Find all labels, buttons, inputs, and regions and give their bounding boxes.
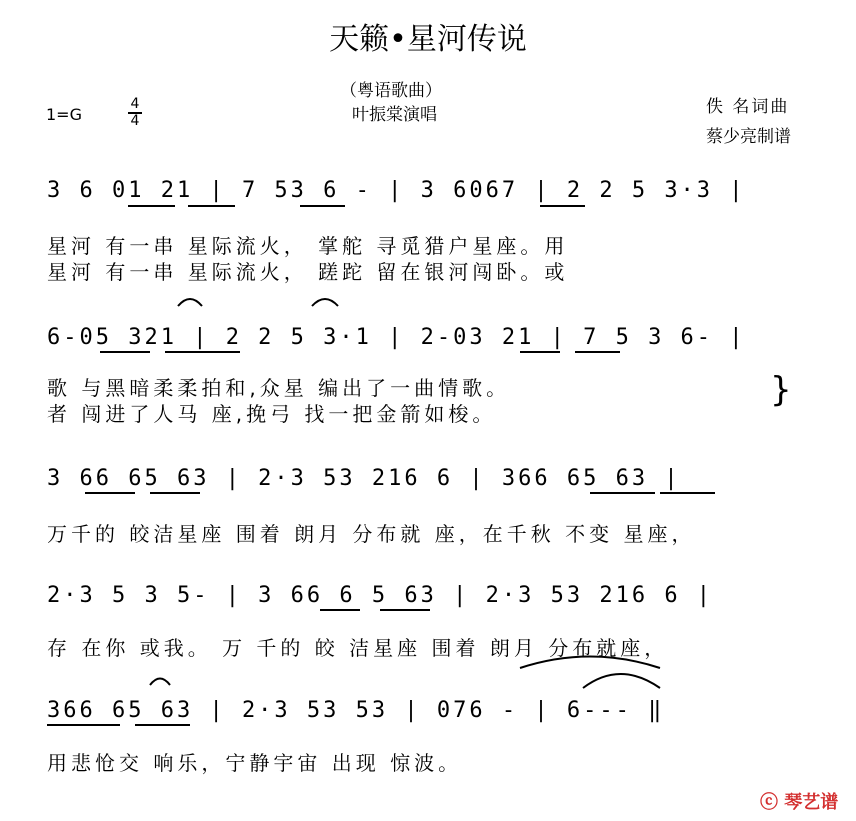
slur-mark — [150, 679, 170, 686]
notation-line-2: 6-05 321 | 2 2 5 3·1 | 2-03 21 | 7 5 3 6- | — [47, 325, 746, 350]
lyricist-credit: 佚 名词曲 — [706, 97, 790, 117]
lyric-line-1a: 星河 有一串 星际流火， 掌舵 寻觅猎户星座。用 — [47, 234, 569, 258]
singer-credit: 叶振棠演唱 — [352, 105, 437, 125]
notation-line-4: 2·3 5 3 5- | 3 66 6 5 63 | 2·3 53 216 6 | — [47, 583, 714, 608]
lyric-line-5: 用悲怆交 响乐，宁静宇宙 出现 惊波。 — [47, 751, 463, 775]
time-signature-top: 4 — [130, 96, 140, 112]
lyric-line-2b: 者 闯进了人马 座,挽弓 找一把金箭如梭。 — [47, 402, 497, 426]
watermark-logo-icon: ⓒ — [760, 792, 778, 813]
watermark-text: 琴艺谱 — [784, 792, 839, 813]
slur-mark — [178, 299, 202, 306]
song-subtitle: （粤语歌曲） — [340, 81, 442, 101]
lyric-line-4: 存 在你 或我。 万 千的 皎 洁星座 围着 朗月 分布就座， — [47, 636, 669, 660]
slur-mark — [520, 657, 660, 669]
notation-line-5: 366 65 63 | 2·3 53 53 | 076 - | 6--- ‖ — [47, 698, 665, 723]
notation-line-1: 3 6 01 21 | 7 53 6 - | 3 6067 | 2 2 5 3·3 | — [47, 178, 746, 203]
lyric-line-3: 万千的 皎洁星座 围着 朗月 分布就 座，在千秋 不变 星座， — [47, 522, 696, 546]
slur-mark — [312, 299, 338, 306]
lyric-line-2a: 歌 与黑暗柔柔拍和,众星 编出了一曲情歌。 — [47, 376, 511, 400]
lyric-line-1b: 星河 有一串 星际流火， 蹉跎 留在银河闯卧。或 — [47, 260, 569, 284]
slur-mark — [583, 674, 660, 688]
transcriber-credit: 蔡少亮制谱 — [706, 127, 791, 147]
song-title: 天籁•星河传说 — [329, 22, 527, 57]
notation-line-3: 3 66 65 63 | 2·3 53 216 6 | 366 65 63 | — [47, 466, 681, 491]
key-signature: 1=G — [46, 105, 82, 124]
lyric-brace: } — [770, 370, 792, 410]
time-signature-bottom: 4 — [128, 112, 142, 129]
